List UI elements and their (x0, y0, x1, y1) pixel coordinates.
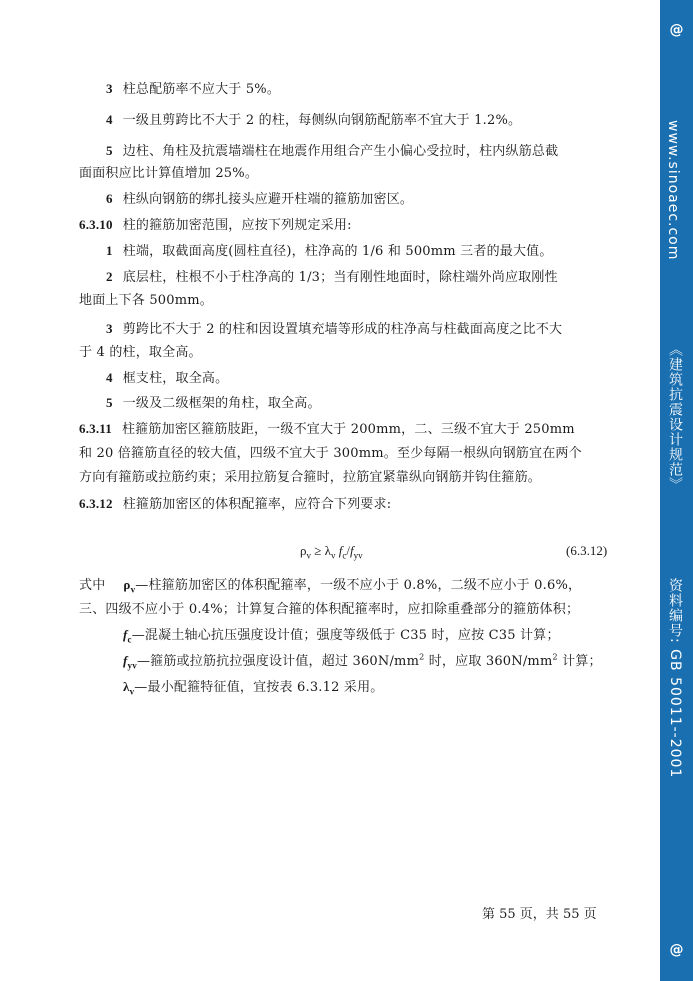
where-fc: $f_c—$混凝土轴心抗压强度设计值；强度等级低于 C35 时，应按 C35 计算； (123, 627, 560, 645)
equation-number: (6.3.12) (566, 543, 608, 558)
section-6-3-10: 6.3.10 柱的箍筋加密范围，应按下列规定采用: (79, 217, 352, 233)
section-6-3-11: 6.3.11 柱箍筋加密区箍筋肢距，一级不宜大于 200mm，二、三级不宜大于 250mm (79, 421, 575, 437)
at-icon-top: @ (669, 22, 684, 38)
clause-3: 3 柱总配筋率不应大于 5%。 (106, 81, 281, 97)
where-fyv: $f_{yv}—$箍筋或拉筋抗拉强度设计值，超过 $360N/mm^2$ 时，应取 $360N/mm^2$ 计算； (123, 652, 602, 671)
at-icon-bottom: @ (669, 942, 684, 958)
where-rho-cont: 三、四级不应小于 0.4%；计算复合箍的体积配箍率时，应扣除重叠部分的箍筋体积； (79, 602, 580, 617)
clause-4: 4 一级且剪跨比不大于 2 的柱，每侧纵向钢筋配筋率不宜大于 1.2%。 (106, 112, 522, 128)
clause-5-cont: 面面积应比计算值增加 25%。 (79, 166, 259, 181)
section-6-3-11-cont2: 方向有箍筋或拉筋约束；采用拉筋复合箍时，拉筋宜紧靠纵向钢筋并钩住箍筋。 (79, 470, 542, 485)
section-6-3-11-cont1: 和 20 倍箍筋直径的较大值，四级不宜大于 300mm。至少每隔一根纵向钢筋宜在两个 (79, 446, 582, 461)
clause-5b: 5 一级及二级框架的角柱，取全高。 (106, 395, 321, 411)
clause-2-cont: 地面上下各 500mm。 (79, 293, 213, 308)
section-6-3-12: 6.3.12 柱箍筋加密区的体积配箍率，应符合下列要求: (79, 496, 392, 512)
clause-6: 6 柱纵向钢筋的绑扎接头应避开柱端的箍筋加密区。 (106, 191, 414, 207)
sidebar-url: www.sinoaec.com (665, 120, 681, 261)
sidebar-title: 《建筑抗震设计规范》 (667, 342, 683, 492)
page-footer: 第 55 页，共 55 页 (482, 907, 597, 922)
clause-5: 5 边柱、角柱及抗震墙端柱在地震作用组合产生小偏心受拉时，柱内纵筋总截 (106, 143, 559, 159)
clause-4b: 4 框支柱，取全高。 (106, 370, 229, 386)
where-lambda: $\lambda_v—$最小配箍特征值，宜按表 6.3.12 采用。 (123, 679, 384, 697)
watermark-sidebar (660, 0, 693, 981)
clause-3b: 3 剪跨比不大于 2 的柱和因设置填充墙等形成的柱净高与柱截面高度之比不大 (106, 321, 563, 337)
where-rho: 式中 $\rho_v—$柱箍筋加密区的体积配箍率，一级不应小于 0.8%，二级不应小于 0.6%， (79, 577, 582, 595)
sidebar-code: 资料编号: GB 50011--2001 (667, 578, 683, 779)
clause-1: 1 柱端，取截面高度(圆柱直径)，柱净高的 1/6 和 500mm 三者的最大值。 (106, 243, 553, 259)
formula: $\rho_v \ge \lambda_v$ $f_c/f_{yv}$ (300, 543, 363, 561)
clause-3b-cont: 于 4 的柱，取全高。 (79, 345, 202, 360)
clause-2: 2 底层柱，柱根不小于柱净高的 1/3；当有刚性地面时，除柱端外尚应取刚性 (106, 269, 558, 285)
